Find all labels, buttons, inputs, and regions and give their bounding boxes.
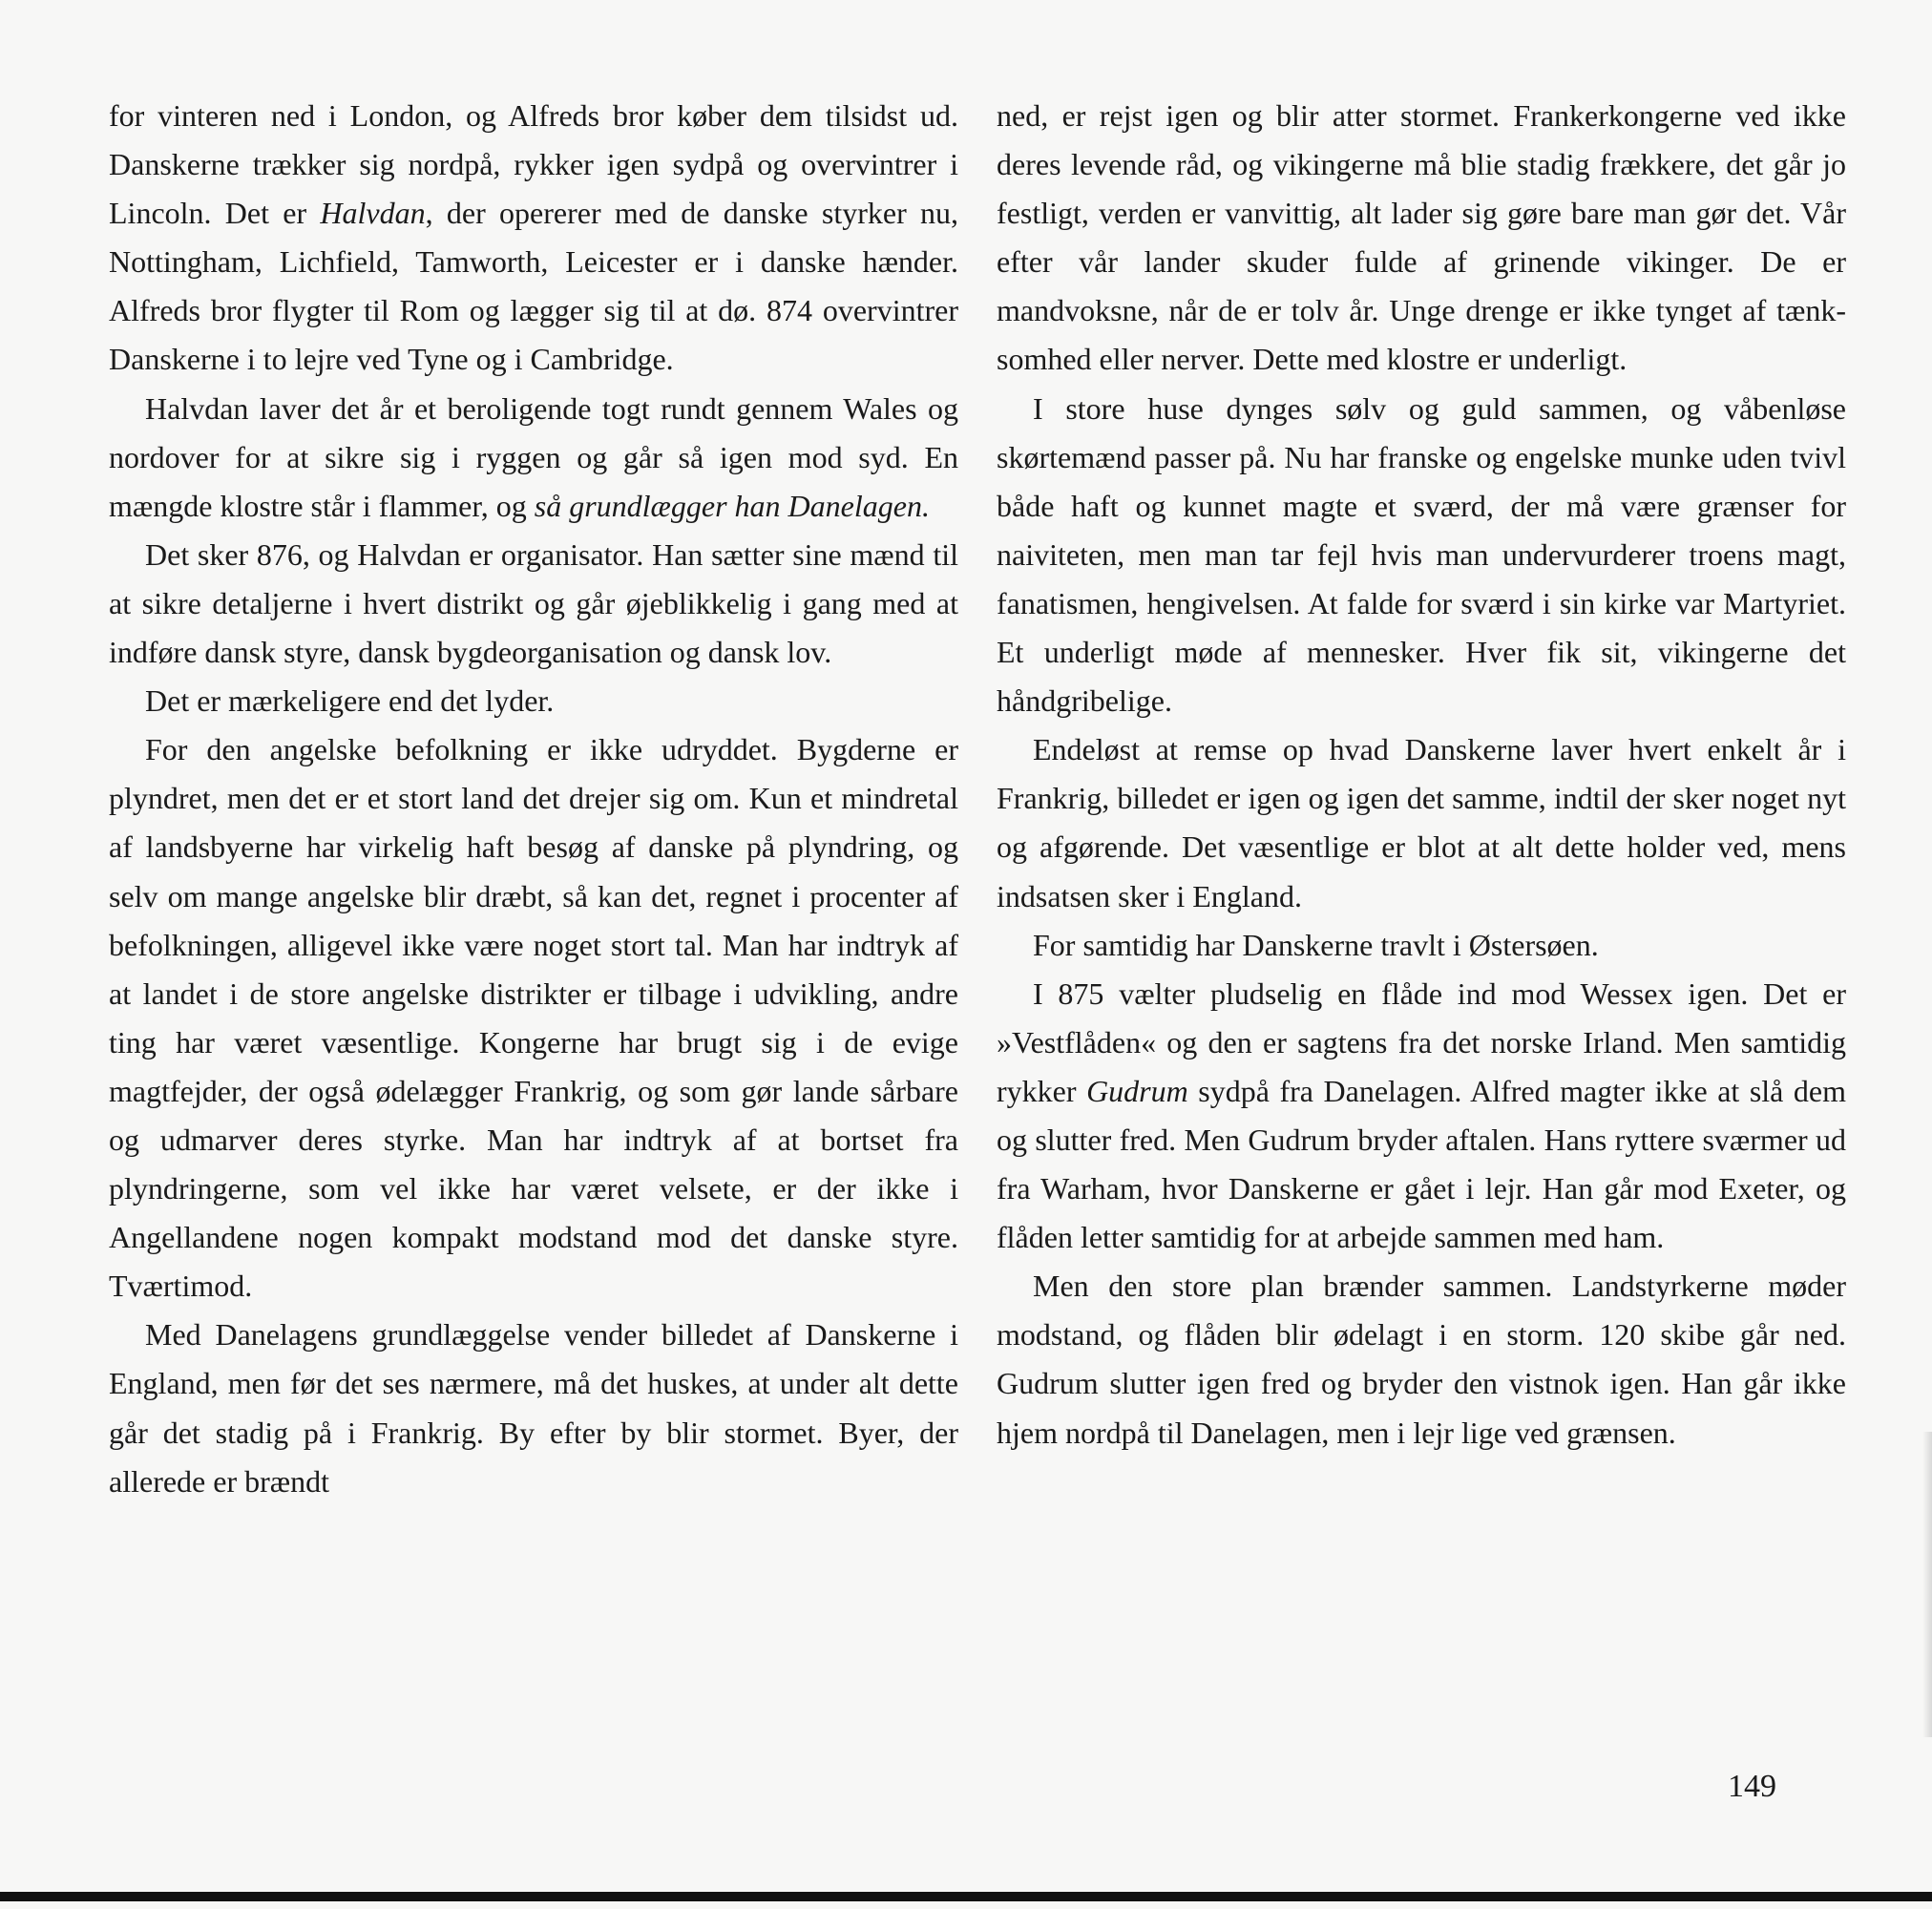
text-run: For den angelske befolkning er ikke udryddet. Bygderne er plyndret, men det er et stort land det drejer sig om. Kun et mindretal af landsbyerne har virkelig haft besøg af danske på plyndring, og selv om mange angelske blir dræbt, så kan det, regnet i procenter af befolkningen, alligevel ikke være noget stort tal. Man har indtryk af at landet i de store angelske distrikter er tilbage i udvikling, andre ting har været væsentlige. Kongerne har brugt sig i de evige magtfejder, der også ødelægger Frankrig, og som gør lande sårbare og udmarver deres styrke. Man har indtryk af at bortset fra plyndringerne, som vel ikke har været velsete, er der ikke i Angellandene nogen kompakt modstand mod det danske styre. Tværtimod. <box>109 732 958 1304</box>
paragraph <box>997 725 1846 920</box>
italic-name-gudrum: Gudrum <box>1086 1073 1188 1108</box>
paragraph <box>109 1311 958 1505</box>
left-column <box>109 92 958 1506</box>
paragraph <box>109 725 958 1311</box>
paragraph <box>997 385 1846 726</box>
page-number: 149 <box>1728 1769 1776 1804</box>
text-run: Det sker 876, og Halvdan er organisator. Han sætter sine mænd til at sikre detaljerne i hvert distrikt og går øjeblikkelig i gang med at indføre dansk styre, dansk bygdeorganisation og dansk lov. <box>109 536 958 670</box>
text-run: Det er mærkeligere end det lyder. <box>145 683 555 719</box>
text-run: Halvdan laver det år et beroligende togt rundt gennem Wales og nordover for at sikre sig i ryggen og går så igen mod syd. En mængde klostre står i flammer, og <box>109 390 958 523</box>
text-run: for vinteren ned i London, og Alfreds bror køber dem tilsidst ud. Danskerne trækker sig nordpå, rykker igen sydpå og overvintrer i Lincoln. Det er <box>109 98 958 231</box>
paragraph <box>109 677 958 725</box>
paragraph <box>997 1262 1846 1457</box>
italic-emphasis: så grundlægger han Danelagen. <box>534 488 930 523</box>
text-run: Endeløst at remse op hvad Danskerne laver hvert enkelt år i Frankrig, billedet er igen og igen det samme, indtil der sker noget nyt og afgørende. Det væsentlige er blot at alt dette holder ved, mens indsatsen sker i England. <box>997 732 1846 913</box>
text-run: I 875 vælter pludselig en flåde ind mod Wessex igen. Det er »Vestflåden« og den er sagtens fra det norske Irland. Men samtidig rykker <box>997 975 1846 1108</box>
bottom-edge-bar <box>0 1892 1932 1901</box>
right-column <box>997 92 1846 1458</box>
paragraph <box>109 92 958 385</box>
paragraph <box>109 385 958 531</box>
text-run: For samtidig har Danskerne travlt i Østersøen. <box>1033 927 1599 962</box>
text-run: ned, er rejst igen og blir atter stormet. Frankerkongerne ved ikke deres levende råd, og vikingerne må blie stadig frækkere, det går jo festligt, verden er vanvittig, alt lader sig gøre bare man gør det. Vår efter vår lander skuder fulde af grinende vikinger. De er mandvoksne, når de er tolv år. Unge drenge er ikke tynget af tænksomhed eller nerver. Dette med klostre er underligt. <box>997 98 1846 377</box>
text-run: I store huse dynges sølv og guld sammen, og våbenløse skørtemænd passer på. Nu har franske og engelske munke uden tvivl både haft og kunnet magte et sværd, der må være grænser for naiviteten, men man tar fejl hvis man undervurderer troens magt, fanatismen, hengivelsen. At falde for sværd i sin kirke var Martyriet. Et underligt møde af mennesker. Hver fik sit, vikingerne det håndgribelige. <box>997 390 1846 719</box>
page-edge-shadow <box>1922 1432 1932 1737</box>
paragraph <box>997 970 1846 1263</box>
paragraph <box>997 92 1846 385</box>
paragraph <box>109 531 958 677</box>
text-run: , der opererer med de danske styrker nu, Nottingham, Lichfield, Tamworth, Leicester er i danske hænder. Alfreds bror flygter til Rom og lægger sig til at dø. 874 overvintrer Danskerne i to lejre ved Tyne og i Cambridge. <box>109 196 959 377</box>
text-run: Med Danelagens grundlæggelse vender billedet af Danskerne i England, men før det ses nærmere, må det huskes, at under alt dette går det stadig på i Frankrig. By efter by blir stormet. Byer, der allerede er brændt <box>109 1317 958 1499</box>
text-run: sydpå fra Danelagen. Alfred magter ikke at slå dem og slutter fred. Men Gudrum bryder aftalen. Hans ryttere sværmer ud fra Warham, hvor Danskerne er gået i lejr. Han går mod Exeter, og flåden letter samtidig for at arbejde sammen med ham. <box>997 1073 1847 1255</box>
italic-name-halvdan: Halvdan <box>320 196 426 231</box>
text-run: Men den store plan brænder sammen. Landstyrkerne møder modstand, og flåden blir ødelagt i en storm. 120 skibe går ned. Gudrum slutter igen fred og bryder den vistnok igen. Han går ikke hjem nordpå til Danelagen, men i lejr lige ved grænsen. <box>997 1269 1846 1450</box>
paragraph <box>997 921 1846 970</box>
